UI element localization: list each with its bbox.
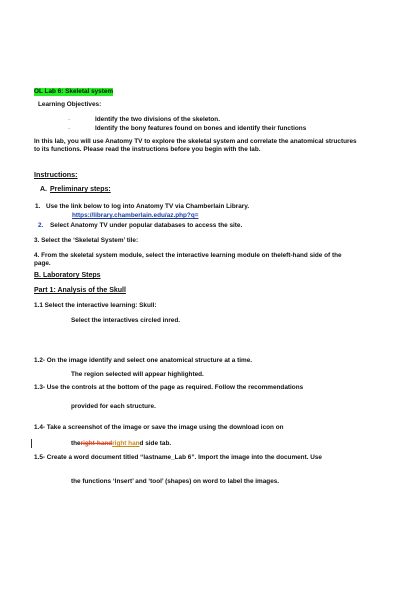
text-cursor	[31, 439, 32, 448]
section-a-letter: A.	[40, 186, 47, 193]
learning-objectives-label: Learning Objectives:	[38, 101, 102, 108]
step-1-2: 1.2- On the image identify and select one anatomical structure at a time.	[34, 357, 253, 364]
part-1-heading: Part 1: Analysis of the Skull	[34, 287, 126, 294]
step-1-4-detail	[71, 440, 171, 448]
objective-item: Identify the two divisions of the skeleton.	[95, 116, 220, 123]
step-3-text: 3. Select the ‘Skeletal System’ tile:	[34, 237, 139, 244]
step-1-text: Use the link below to log into Anatomy TV via Chamberlain Library.	[46, 203, 250, 210]
step-1-2-detail: The region selected will appear highlighted.	[71, 371, 204, 378]
section-b-heading: B. Laboratory Steps	[34, 272, 101, 279]
step-4-text: 4. From the skeletal system module, select the interactive learning module on theleft-hand side of the page.	[34, 252, 342, 268]
step-1-1: 1.1 Select the interactive learning: Skull:	[34, 302, 157, 309]
objective-bullet: ·	[68, 125, 71, 132]
tracked-insertion: right han	[112, 440, 140, 447]
step-1-5-detail: the functions ‘Insert’ and ‘tool’ (shapes) on word to label the images.	[71, 478, 280, 485]
instructions-heading: Instructions:	[34, 170, 78, 179]
step-1-4: 1.4- Take a screenshot of the image or save the image using the download icon on	[34, 424, 284, 431]
step-1-4-detail-end: d side tab.	[139, 440, 172, 447]
step-2-text: Select Anatomy TV under popular databases to access the site.	[50, 222, 243, 229]
objective-item: Identify the bony features found on bones and identify their functions	[95, 125, 307, 132]
step-1-3: 1.3- Use the controls at the bottom of the page as required. Follow the recommendations	[34, 384, 304, 391]
library-link[interactable]: https://library.chamberlain.edu/az.php?q=	[72, 212, 199, 219]
step-1-1-detail: Select the interactives circled inred.	[71, 317, 181, 324]
step-1-4-detail-start: the	[71, 440, 81, 447]
step-number: 1.	[35, 203, 41, 210]
step-1-5: 1.5- Create a word document titled “lastname_Lab 6”. Import the image into the document. Use	[34, 454, 322, 461]
section-a-title: Preliminary steps:	[50, 186, 111, 193]
intro-paragraph: In this lab, you will use Anatomy TV to explore the skeletal system and correlate the anatomical structures to its functions. Please read the instructions before you begin with the lab.	[34, 138, 357, 154]
step-number: 2.	[38, 222, 44, 229]
tracked-deletion: right-hand	[80, 440, 113, 447]
step-1-3-detail: provided for each structure.	[71, 403, 156, 410]
lab-title: OL Lab 6: Skeletal system	[34, 88, 114, 95]
objective-bullet: ·	[68, 116, 71, 123]
